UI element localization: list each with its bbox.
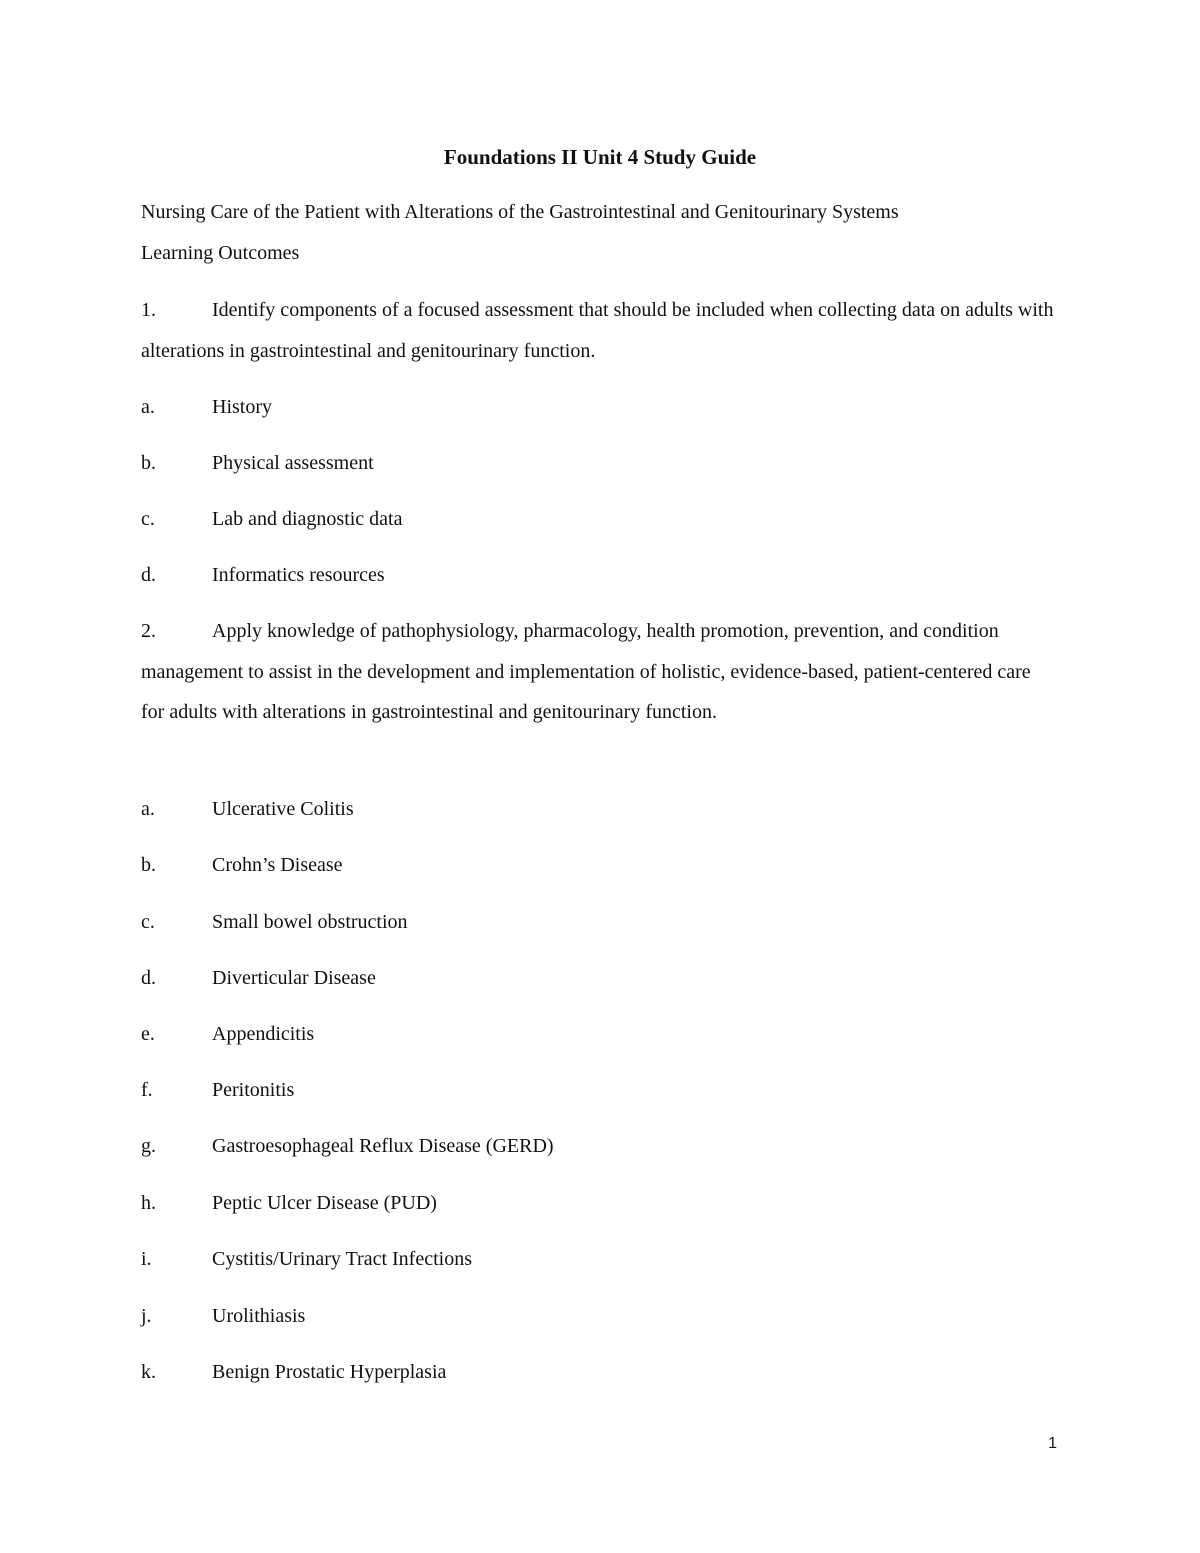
document-title: Foundations II Unit 4 Study Guide — [443, 145, 757, 169]
outcome-number: 2. — [141, 620, 156, 642]
list-marker: f. — [141, 1079, 153, 1101]
list-item-text: Diverticular Disease — [212, 967, 376, 989]
list-item — [141, 851, 1061, 879]
list-item-text: Urolithiasis — [212, 1305, 306, 1327]
outcome-text: Identify components of a focused assessment that should be included when collecting data on adults with alterations in gastrointestinal and genitourinary function. — [141, 299, 1054, 362]
list-item — [141, 795, 1061, 823]
page-number: 1 — [1048, 1435, 1057, 1452]
list-marker: c. — [141, 911, 155, 933]
list-item — [141, 908, 1061, 936]
list-marker: c. — [141, 508, 155, 530]
list-marker: b. — [141, 452, 156, 474]
list-item — [141, 964, 1061, 992]
outcome-text: Apply knowledge of pathophysiology, pharmacology, health promotion, prevention, and condition management to assist in the development and implementation of holistic, evidence-based, patient-centered care for adults with alterations in gastrointestinal and genitourinary function. — [141, 620, 1031, 723]
list-item — [141, 561, 1061, 589]
list-item — [141, 393, 1061, 421]
list-item-text: Small bowel obstruction — [212, 911, 408, 933]
list-item — [141, 505, 1061, 533]
list-marker: a. — [141, 396, 155, 418]
list-item-text: Ulcerative Colitis — [212, 798, 354, 820]
list-item-text: Informatics resources — [212, 564, 385, 586]
list-marker: d. — [141, 967, 156, 989]
list-item — [141, 1189, 1061, 1217]
learning-outcome-2 — [141, 611, 1053, 733]
list-item-text: Physical assessment — [212, 452, 374, 474]
list-item-text: Crohn’s Disease — [212, 854, 343, 876]
outcome-number: 1. — [141, 299, 156, 321]
list-item — [141, 1132, 1061, 1160]
list-marker: k. — [141, 1361, 156, 1383]
list-item — [141, 1020, 1061, 1048]
section-heading: Learning Outcomes — [141, 241, 300, 264]
learning-outcome-1 — [141, 290, 1056, 371]
list-item-text: Gastroesophageal Reflux Disease (GERD) — [212, 1135, 554, 1157]
list-marker: d. — [141, 564, 156, 586]
list-item-text: Peritonitis — [212, 1079, 295, 1101]
document-subtitle: Nursing Care of the Patient with Alterations of the Gastrointestinal and Genitourinary Systems — [141, 201, 899, 223]
list-marker: g. — [141, 1135, 156, 1157]
list-item-text: Lab and diagnostic data — [212, 508, 403, 530]
list-item — [141, 1358, 1061, 1386]
list-marker: b. — [141, 854, 156, 876]
list-item-text: Benign Prostatic Hyperplasia — [212, 1361, 447, 1383]
list-marker: h. — [141, 1192, 156, 1214]
list-marker: e. — [141, 1023, 155, 1045]
list-item — [141, 1302, 1061, 1330]
list-item-text: Appendicitis — [212, 1023, 315, 1045]
list-item-text: History — [212, 396, 272, 418]
list-item-text: Cystitis/Urinary Tract Infections — [212, 1248, 472, 1270]
list-item — [141, 1076, 1061, 1104]
list-item — [141, 1245, 1061, 1273]
document-intro — [141, 192, 1061, 273]
list-item — [141, 449, 1061, 477]
list-marker: i. — [141, 1248, 152, 1270]
list-marker: j. — [141, 1305, 152, 1327]
list-marker: a. — [141, 798, 155, 820]
list-item-text: Peptic Ulcer Disease (PUD) — [212, 1192, 437, 1214]
